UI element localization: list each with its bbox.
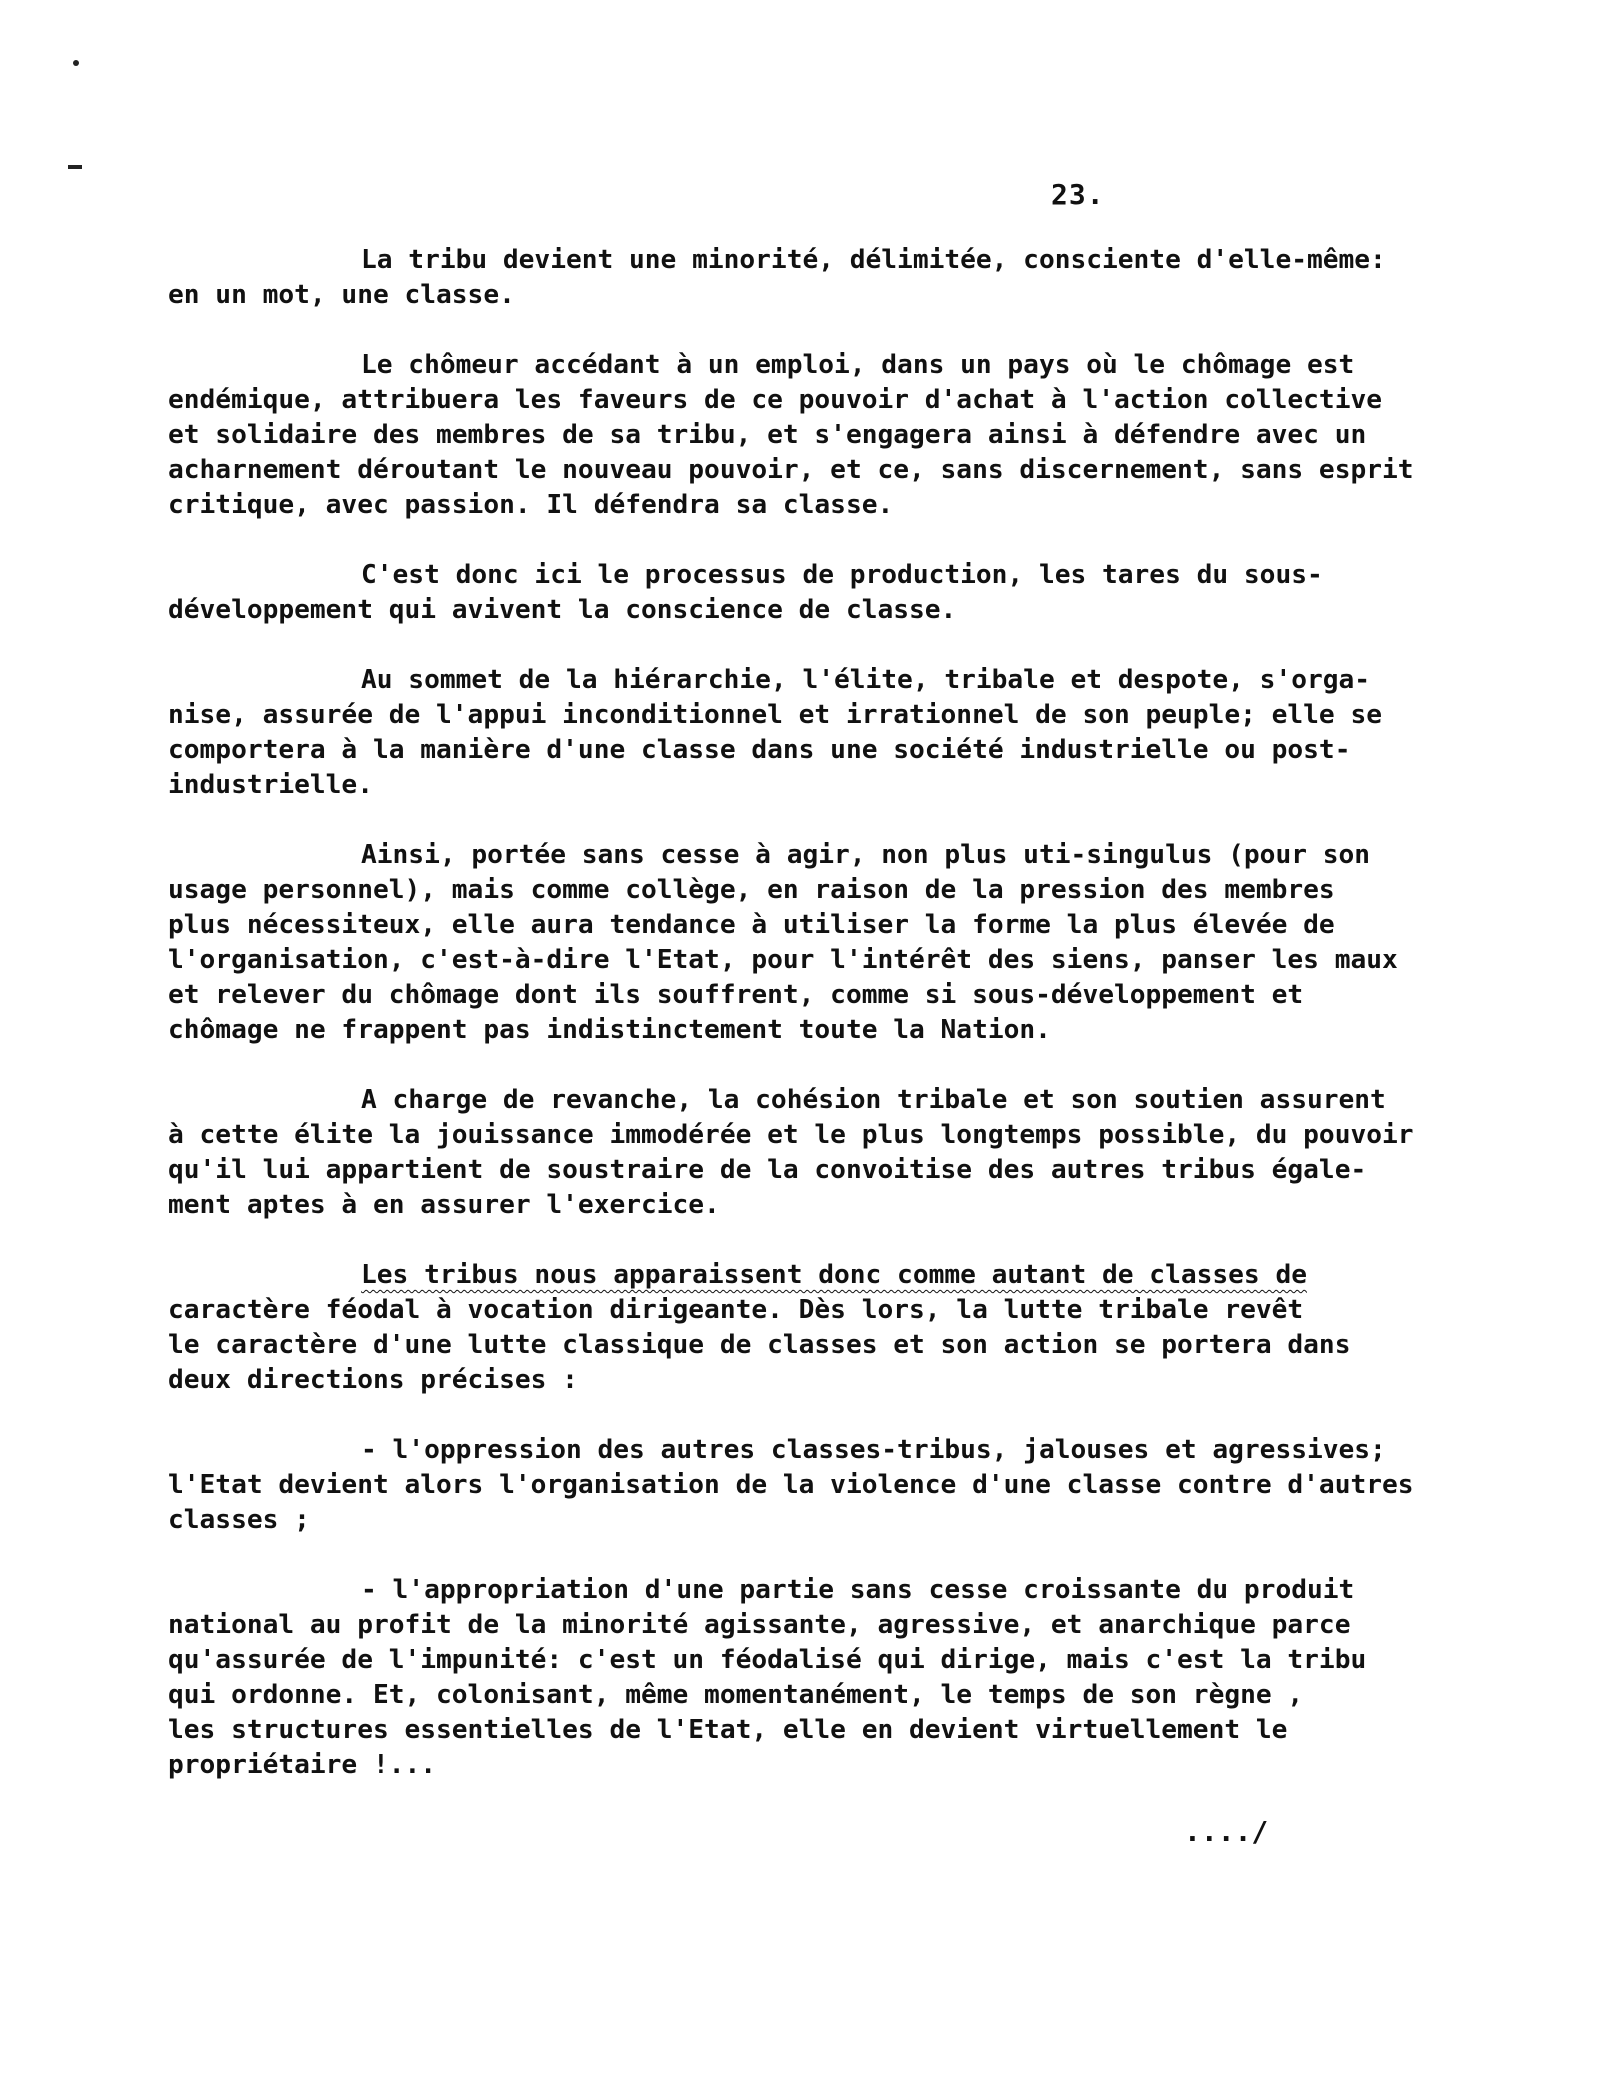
paragraph-2 — [168, 348, 1498, 523]
text-line: propriétaire !... — [168, 1750, 437, 1780]
text-line: l'organisation, c'est-à-dire l'Etat, pour l'intérêt des siens, panser les maux — [168, 945, 1398, 975]
text-line: qui ordonne. Et, colonisant, même momentanément, le temps de son règne , — [168, 1680, 1304, 1710]
text-line: Ainsi, portée sans cesse à agir, non plus uti-singulus (pour son — [361, 840, 1371, 870]
text-line: national au profit de la minorité agissante, agressive, et anarchique parce — [168, 1610, 1351, 1640]
margin-dot-mark — [73, 60, 79, 66]
text-line: - l'oppression des autres classes-tribus, jalouses et agressives; — [361, 1435, 1386, 1465]
text-line: La tribu devient une minorité, délimitée, consciente d'elle-même: — [361, 245, 1386, 275]
text-line: nise, assurée de l'appui inconditionnel et irrationnel de son peuple; elle se — [168, 700, 1382, 730]
text-line: développement qui avivent la conscience de classe. — [168, 595, 957, 625]
text-line: C'est donc ici le processus de production, les tares du sous- — [361, 560, 1323, 590]
margin-dash-mark — [68, 165, 82, 169]
paragraph-1 — [168, 243, 1498, 313]
text-line: caractère féodal à vocation dirigeante. Dès lors, la lutte tribale revêt — [168, 1295, 1304, 1325]
text-line: le caractère d'une lutte classique de classes et son action se portera dans — [168, 1330, 1351, 1360]
text-line: les structures essentielles de l'Etat, elle en devient virtuellement le — [168, 1715, 1288, 1745]
text-line: en un mot, une classe. — [168, 280, 515, 310]
continuation-mark: ..../ — [1184, 1815, 1269, 1848]
text-line: qu'assurée de l'impunité: c'est un féodalisé qui dirige, mais c'est la tribu — [168, 1645, 1367, 1675]
text-line: plus nécessiteux, elle aura tendance à utiliser la forme la plus élevée de — [168, 910, 1335, 940]
text-line: qu'il lui appartient de soustraire de la convoitise des autres tribus égale- — [168, 1155, 1367, 1185]
text-line: usage personnel), mais comme collège, en raison de la pression des membres — [168, 875, 1335, 905]
text-line: l'Etat devient alors l'organisation de la violence d'une classe contre d'autres — [168, 1470, 1414, 1500]
text-line: à cette élite la jouissance immodérée et le plus longtemps possible, du pouvoir — [168, 1120, 1414, 1150]
text-line: classes ; — [168, 1505, 310, 1535]
paragraph-9 — [168, 1573, 1498, 1783]
text-line: comportera à la manière d'une classe dans une société industrielle ou post- — [168, 735, 1351, 765]
text-line: Le chômeur accédant à un emploi, dans un pays où le chômage est — [361, 350, 1355, 380]
text-line: et solidaire des membres de sa tribu, et s'engagera ainsi à défendre avec un — [168, 420, 1367, 450]
text-line: chômage ne frappent pas indistinctement toute la Nation. — [168, 1015, 1051, 1045]
text-line: - l'appropriation d'une partie sans cesse croissante du produit — [361, 1575, 1355, 1605]
paragraph-6 — [168, 1083, 1498, 1223]
text-line: deux directions précises : — [168, 1365, 578, 1395]
text-line: acharnement déroutant le nouveau pouvoir, et ce, sans discernement, sans esprit — [168, 455, 1414, 485]
underlined-text-line: Les tribus nous apparaissent donc comme autant de classes de — [361, 1260, 1307, 1290]
text-line: industrielle. — [168, 770, 373, 800]
text-line: Au sommet de la hiérarchie, l'élite, tribale et despote, s'orga- — [361, 665, 1371, 695]
text-line: ment aptes à en assurer l'exercice. — [168, 1190, 720, 1220]
text-line: et relever du chômage dont ils souffrent, comme si sous-développement et — [168, 980, 1304, 1010]
paragraph-4 — [168, 663, 1498, 803]
body-text — [168, 243, 1498, 1818]
page-number: 23. — [1051, 178, 1105, 211]
text-line: critique, avec passion. Il défendra sa classe. — [168, 490, 894, 520]
paragraph-3 — [168, 558, 1498, 628]
paragraph-5 — [168, 838, 1498, 1048]
text-line: A charge de revanche, la cohésion tribale et son soutien assurent — [361, 1085, 1386, 1115]
paragraph-7 — [168, 1258, 1498, 1398]
text-line: endémique, attribuera les faveurs de ce pouvoir d'achat à l'action collective — [168, 385, 1382, 415]
paragraph-8 — [168, 1433, 1498, 1538]
